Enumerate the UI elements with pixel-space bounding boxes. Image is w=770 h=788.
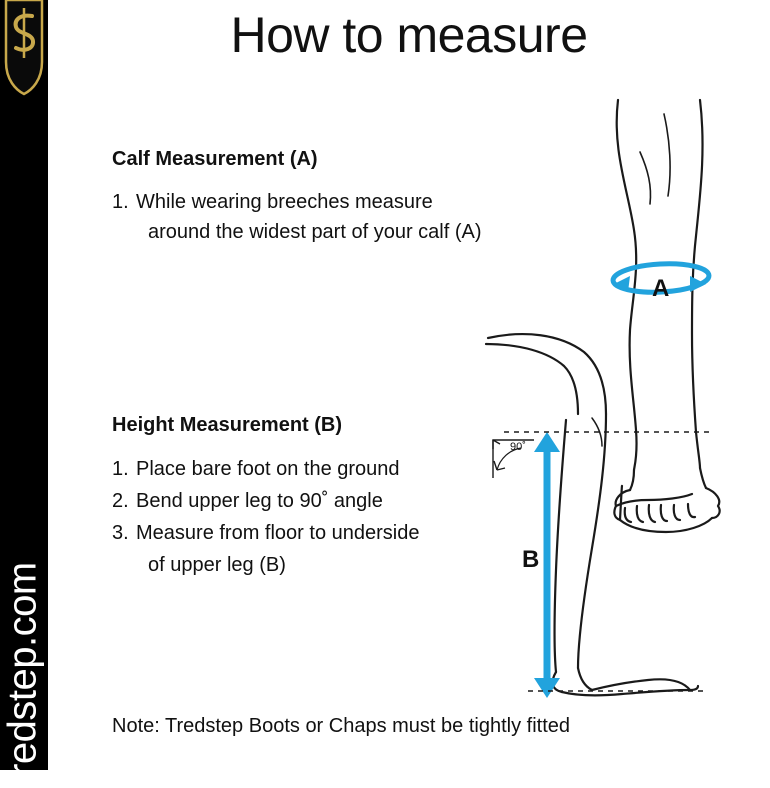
calf-measurement-section [112, 148, 582, 247]
height-step-1 [112, 453, 582, 485]
brand-sidebar [0, 0, 48, 788]
calf-step-1-number: 1. [112, 191, 129, 213]
height-measure-label: B [522, 546, 540, 573]
fitting-note: Note: Tredstep Boots or Chaps must be tightly fitted [112, 715, 571, 737]
height-step-3-line1: Measure from floor to underside [136, 522, 420, 544]
height-measurement-section [112, 414, 582, 581]
calf-step-1-line2: around the widest part of your calf (A) [148, 221, 482, 243]
height-step-1-text: Place bare foot on the ground [136, 458, 400, 480]
angle-label: 90˚ [510, 441, 526, 453]
height-step-1-number: 1. [112, 458, 129, 480]
tredstep-logo-icon [2, 0, 46, 96]
standing-leg-illustration [614, 100, 719, 532]
height-section-heading: Height Measurement (B) [112, 414, 343, 436]
calf-step-1-line1: While wearing breeches measure [136, 191, 433, 213]
height-step-2-text: Bend upper leg to 90˚ angle [136, 490, 383, 512]
height-step-2 [112, 485, 582, 517]
height-step-2-number: 2. [112, 490, 129, 512]
height-step-3-text [136, 517, 582, 581]
height-step-3-number: 3. [112, 522, 129, 544]
height-step-3-line2: of upper leg (B) [148, 554, 286, 576]
brand-website-text: tredstep.com [0, 562, 45, 788]
height-step-3 [112, 517, 582, 581]
calf-step-1 [112, 187, 582, 247]
calf-section-heading: Calf Measurement (A) [112, 148, 318, 170]
calf-measure-arrow [612, 262, 709, 295]
calf-step-1-text [136, 187, 582, 247]
calf-measure-label: A [652, 275, 670, 302]
page-title: How to measure [230, 7, 588, 63]
